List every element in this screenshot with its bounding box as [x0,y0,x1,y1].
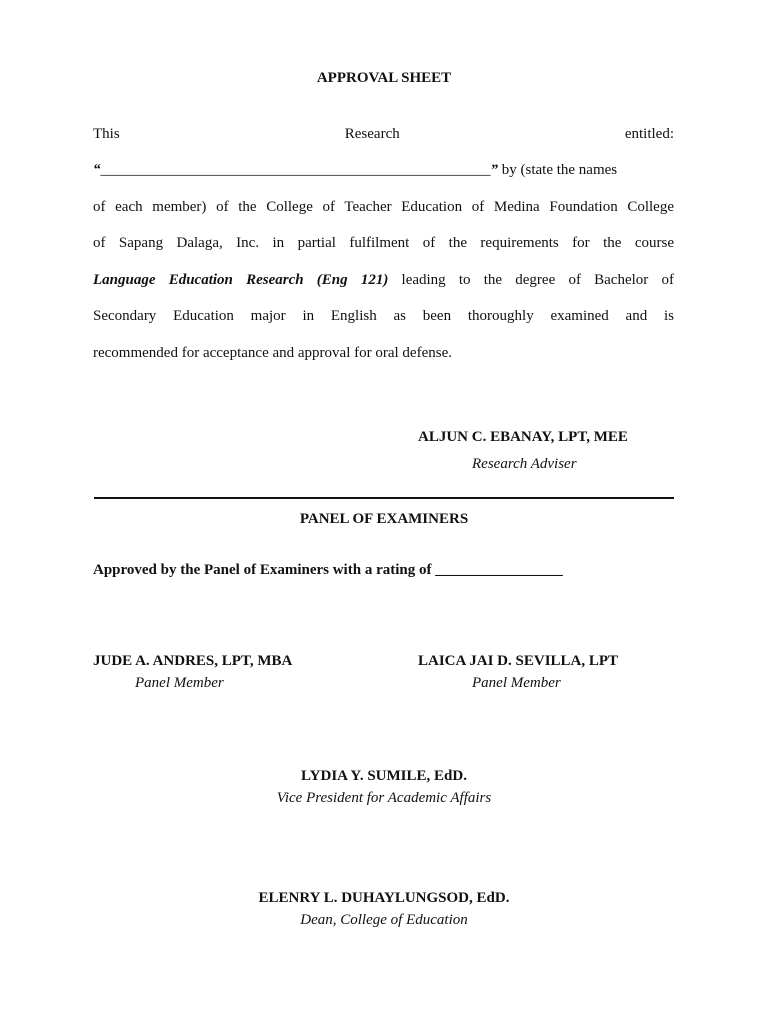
title-open-quote: “ [93,162,101,178]
course-name: Language Education Research (Eng 121) [93,272,389,288]
intro-word-entitled: entitled: [624,126,674,142]
intro-line-5 [93,270,674,290]
panel-member-1-role: Panel Member [135,675,224,691]
rating-blank: _________________ [435,562,563,578]
intro-line-6: Secondary Education major in English as been thoroughly examined and is [93,308,674,324]
intro-line-5-rest: leading to the degree of Bachelor of [388,272,674,288]
intro-line-7: recommended for acceptance and approval for oral defense. [93,345,452,361]
panel-heading: PANEL OF EXAMINERS [299,511,469,527]
section-divider [94,497,674,499]
intro-line-4: of Sapang Dalaga, Inc. in partial fulfilment of the requirements for the course [93,235,674,251]
adviser-name: ALJUN C. EBANAY, LPT, MEE [418,429,628,445]
document-title: APPROVAL SHEET [316,70,452,86]
panel-member-1-name: JUDE A. ANDRES, LPT, MBA [93,653,293,669]
intro-after-quote: by (state the names [498,162,618,178]
dean-name: ELENRY L. DUHAYLUNGSOD, EdD. [258,890,510,906]
title-blank: ____________________________________________________ [100,162,491,178]
intro-word-research: Research [344,126,400,142]
title-close-quote: ” [490,162,498,178]
intro-word-this: This [93,126,120,142]
dean-role: Dean, College of Education [300,912,468,928]
panel-member-2-name: LAICA JAI D. SEVILLA, LPT [418,653,619,669]
panel-member-2-role: Panel Member [472,675,561,691]
intro-line-1 [93,124,674,144]
intro-line-3: of each member) of the College of Teacher Education of Medina Foundation College [93,199,674,215]
intro-line-2 [93,160,674,180]
approval-text: Approved by the Panel of Examiners with a rating of [93,562,436,578]
vp-name: LYDIA Y. SUMILE, EdD. [301,768,467,784]
vp-role: Vice President for Academic Affairs [276,790,492,806]
approval-line [93,562,563,579]
adviser-role: Research Adviser [472,456,577,472]
